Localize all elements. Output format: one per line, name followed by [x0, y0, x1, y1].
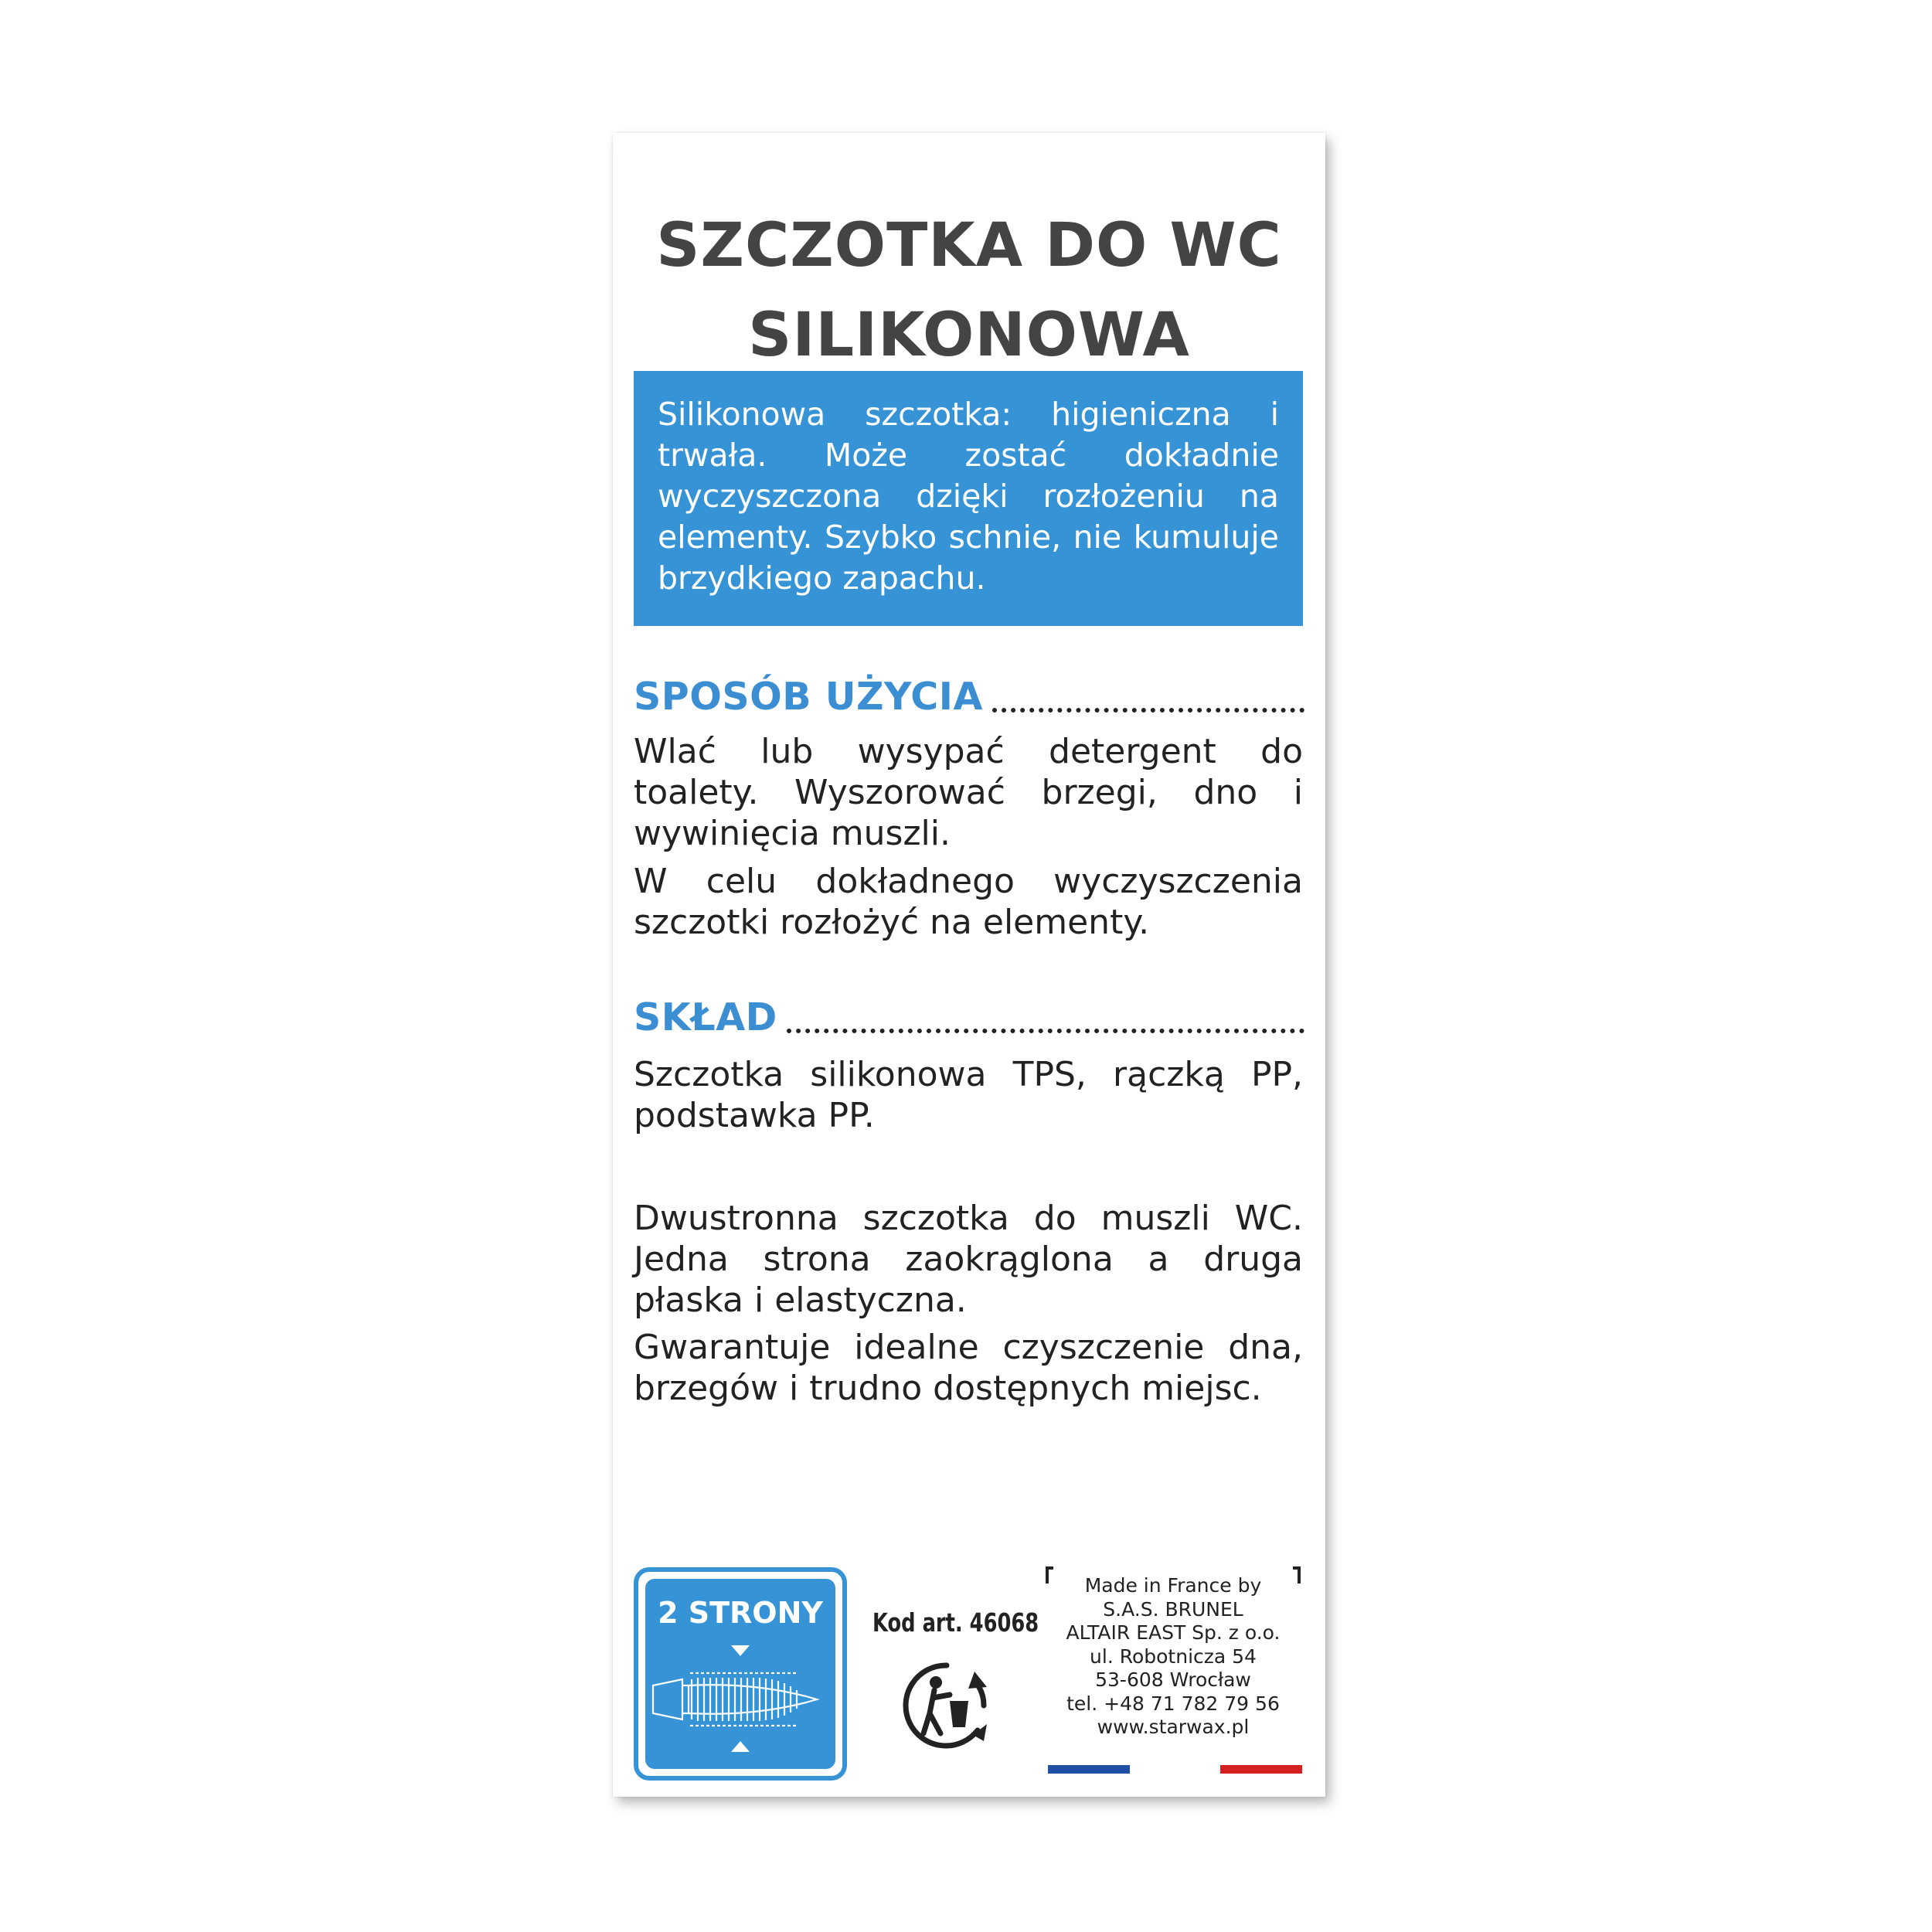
address-line: ALTAIR EAST Sp. z o.o. [1066, 1621, 1281, 1644]
usage-heading-row [634, 674, 1304, 720]
badge-inner [645, 1579, 835, 1769]
address-line: 53-608 Wrocław [1095, 1668, 1251, 1691]
address-line: S.A.S. BRUNEL [1103, 1597, 1243, 1621]
composition-paragraph: Szczotka silikonowa TPS, rączką PP, podstawka PP. [634, 1055, 1303, 1135]
recycling-person-icon [900, 1659, 993, 1752]
usage-heading: SPOSÓB UŻYCIA [634, 675, 983, 719]
dotted-leader [992, 708, 1304, 713]
flag-stripe-blue [1048, 1765, 1130, 1774]
arrow-up-icon [731, 1741, 750, 1752]
composition-heading-row [634, 995, 1304, 1041]
article-code: Kod art. 46068 [872, 1607, 1039, 1638]
description-paragraph-1: Dwustronna szczotka do muszli WC. Jedna strona zaokrąglona a druga płaska i elastyczna. [634, 1199, 1303, 1320]
manufacturer-address [1046, 1566, 1301, 1738]
composition-heading: SKŁAD [634, 995, 777, 1039]
description-paragraph-2: Gwarantuje idealne czyszczenie dna, brzegów i trudno dostępnych miejsc. [634, 1328, 1303, 1408]
title-line-2: SILIKONOWA [748, 301, 1190, 370]
address-lines [1046, 1574, 1301, 1740]
product-label [613, 133, 1325, 1797]
intro-text: Silikonowa szczotka: higieniczna i trwała. Może zostać dokładnie wyczyszczona dzięki rozłożeniu na elementy. Szybko schnie, nie kumuluje brzydkiego zapachu. [658, 396, 1279, 597]
intro-box [634, 371, 1303, 626]
address-line: tel. +48 71 782 79 56 [1066, 1692, 1280, 1715]
toilet-brush-icon [651, 1662, 829, 1740]
website-link: www.starwax.pl [1097, 1716, 1250, 1738]
badge-label: 2 STRONY [658, 1596, 823, 1630]
address-line: ul. Robotnicza 54 [1090, 1645, 1257, 1668]
usage-paragraph-2: W celu dokładnego wyczyszczenia szczotki rozłożyć na elementy. [634, 862, 1303, 942]
arrow-down-icon [731, 1645, 750, 1656]
two-sides-badge [634, 1567, 847, 1781]
product-title [613, 201, 1325, 380]
flag-stripe-red [1220, 1765, 1302, 1774]
address-line: Made in France by [1084, 1574, 1262, 1597]
usage-paragraph-1: Wlać lub wysypać detergent do toalety. Wyszorować brzegi, dno i wywinięcia muszli. [634, 732, 1303, 853]
dotted-leader [787, 1029, 1304, 1033]
title-line-1: SZCZOTKA DO WC [656, 211, 1282, 281]
